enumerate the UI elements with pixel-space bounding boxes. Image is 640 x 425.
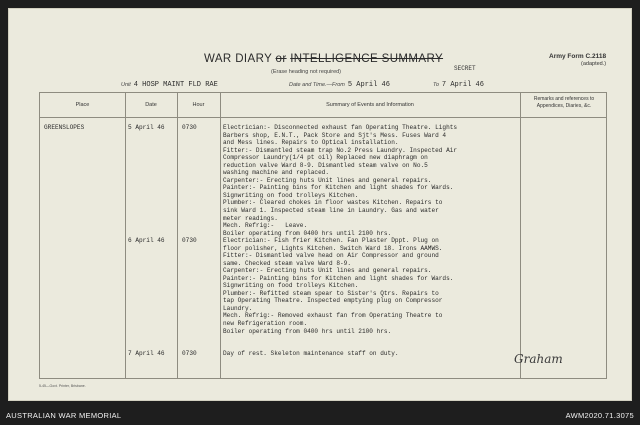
summary-line: Signwriting on food trolleys Kitchen. xyxy=(223,191,359,199)
diary-table xyxy=(39,92,607,379)
printer-note: 5-45—Govt. Printer, Brisbane. xyxy=(39,384,86,388)
caption-accession-number: AWM2020.71.3075 xyxy=(565,411,634,420)
army-form-number xyxy=(549,53,606,67)
signature: Graham xyxy=(514,352,563,366)
unit-field xyxy=(121,81,218,89)
summary-line: Laundry. xyxy=(223,304,253,312)
date-to-value: 7 April 46 xyxy=(441,81,484,89)
col-header-date: Date xyxy=(145,102,157,108)
entry-3-date: 7 April 46 xyxy=(128,350,165,357)
summary-line: Boiler operating from 0400 hrs until 2100 hrs. xyxy=(223,229,392,237)
erase-note: (Erase heading not required) xyxy=(271,69,342,75)
title-or: or xyxy=(275,53,287,65)
unit-label: Unit xyxy=(121,82,131,88)
summary-line: floor polisher, Lights Kitchen. Switch Ward 18. Irons AAMWS. xyxy=(223,244,443,252)
summary-line: Fitter:- Dismantled valve head on Air Compressor and ground xyxy=(223,252,439,260)
summary-line: reduction valve Ward 8-9. Dismantled steam valve on No.5 xyxy=(223,161,428,169)
summary-line: Compressor Laundry(1/4 pt oil) Replaced new diaphragm on xyxy=(223,154,428,162)
summary-line: Mech. Refrig:- Leave. xyxy=(223,222,308,230)
col-header-place: Place xyxy=(75,102,90,108)
summary-line: sink Ward 1. Inspected steam line in Laundry. Gas and water xyxy=(223,207,439,215)
entry-2-summary xyxy=(223,237,453,335)
summary-line: Electrician:- Fish frier Kitchen. Fan Plaster Dppt. Plug on xyxy=(223,237,439,244)
summary-line: washing machine and replaced. xyxy=(223,169,330,177)
caption-institution: AUSTRALIAN WAR MEMORIAL xyxy=(6,411,122,420)
summary-line: Plumber:- Cleared chokes in floor wastes Kitchen. Repairs to xyxy=(223,199,443,207)
summary-line: Boiler operating from 0400 hrs until 2100 hrs. xyxy=(223,327,392,335)
date-from-label: Date and Time.—From xyxy=(289,82,345,88)
summary-line: Painter:- Painting bins for Kitchen and light shades for Wards. xyxy=(223,274,454,282)
summary-line: Signwriting on food trolleys Kitchen. xyxy=(223,282,359,290)
col-header-remarks: Remarks and references to Appendices, Diaries, &c. xyxy=(533,96,595,109)
title-war-diary: WAR DIARY xyxy=(204,53,272,65)
diary-sheet xyxy=(8,8,632,401)
summary-line: meter readings. xyxy=(223,214,278,222)
col-header-summary: Summary of Events and Information xyxy=(326,102,414,108)
entry-3-hour: 0730 xyxy=(182,350,197,357)
summary-line: same. Checked steam valve Ward 8-9. xyxy=(223,259,351,267)
army-form-adapted: (adapted.) xyxy=(581,61,607,67)
entry-1-hour: 0730 xyxy=(182,124,197,131)
title-intelligence-summary: INTELLIGENCE SUMMARY xyxy=(290,53,444,65)
summary-line: Mech. Refrig:- Removed exhaust fan from Operating Theatre to xyxy=(223,312,443,320)
entry-2-date: 6 April 46 xyxy=(128,237,165,244)
entry-3-summary xyxy=(223,350,399,358)
summary-line: Fitter:- Dismantled steam trap No.2 Press Laundry. Inspected Air xyxy=(223,146,458,154)
summary-line: Carpenter:- Erecting huts Unit lines and general repairs. xyxy=(223,267,432,275)
summary-line: Electrician:- Disconnected exhaust fan Operating Theatre. Lights xyxy=(223,124,458,131)
summary-line: new Refrigeration room. xyxy=(223,320,308,328)
summary-line: tap Operating Theatre. Inspected emptying plug on Compressor xyxy=(223,297,443,305)
unit-value: 4 HOSP MAINT FLD RAE xyxy=(133,81,218,89)
summary-line: Plumber:- Refitted steam spear to Sister's Qtrs. Repairs to xyxy=(223,289,439,297)
form-title xyxy=(204,53,443,65)
summary-line: and Mess lines. Repairs to Optical installation. xyxy=(223,139,399,147)
entry-2-hour: 0730 xyxy=(182,237,197,244)
summary-line: Barbers shop, E.N.T., Pack Store and Sjt's Mess. Fuses Ward 4 xyxy=(223,131,447,139)
entry-1-date: 5 April 46 xyxy=(128,124,165,131)
army-form-label: Army Form C.2118 xyxy=(549,53,607,60)
col-header-hour: Hour xyxy=(192,102,205,108)
date-from-value: 5 April 46 xyxy=(347,81,390,89)
summary-line: Carpenter:- Erecting huts Unit lines and general repairs. xyxy=(223,176,432,184)
date-to-label: To xyxy=(433,82,439,88)
entry-1-place: GREENSLOPES xyxy=(44,124,85,131)
entry-1-summary xyxy=(223,124,457,237)
date-from-field xyxy=(289,81,390,89)
summary-line: Painter:- Painting bins for Kitchen and light shades for Wards. xyxy=(223,184,454,192)
date-to-field xyxy=(433,81,484,89)
summary-line: Day of rest. Skeleton maintenance staff on duty. xyxy=(223,350,399,357)
secret-stamp: SECRET xyxy=(454,65,476,72)
